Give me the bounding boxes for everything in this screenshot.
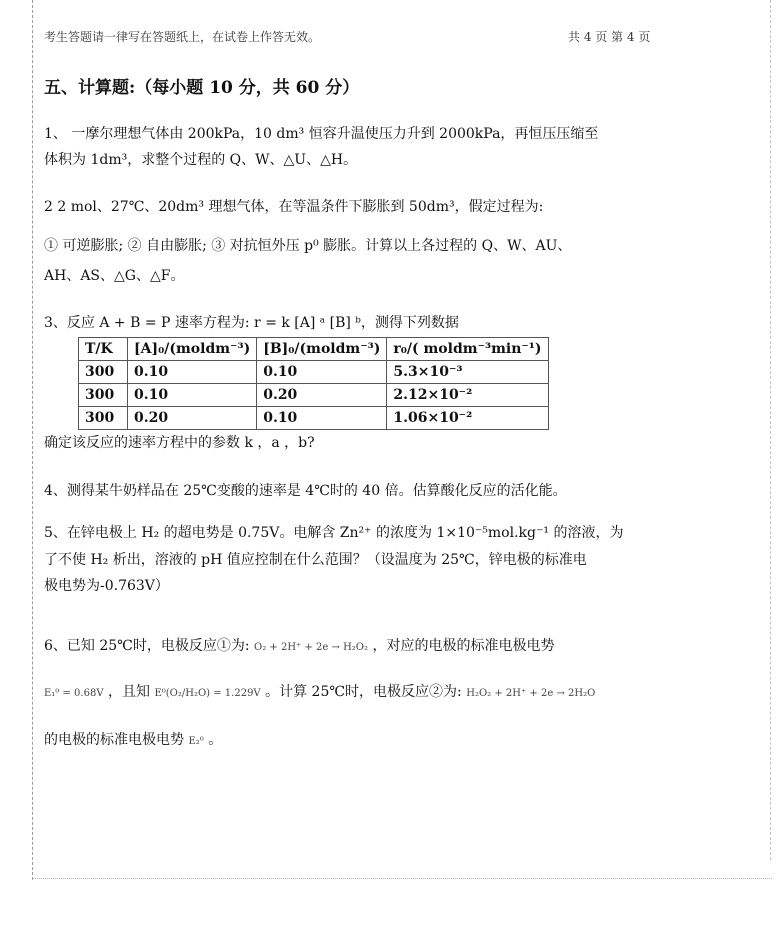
table-cell: 0.20: [128, 407, 257, 430]
q6-line2-mid: ，且知: [108, 684, 150, 700]
q3-line1: 3、反应 A + B = P 速率方程为: r = k [A] ᵃ [B] ᵇ，测得下列数据: [44, 315, 459, 331]
page-number: 共 4 页 第 4 页: [568, 30, 651, 44]
table-row: [79, 361, 549, 384]
table-cell: 300: [79, 384, 128, 407]
q6-line3-end: 。: [208, 732, 223, 748]
table-header-cell: [B]₀/(moldm⁻³): [257, 338, 387, 361]
table-header-cell: T/K: [79, 338, 128, 361]
table-header-cell: [A]₀/(moldm⁻³): [128, 338, 257, 361]
header-note: 考生答题请一律写在答题纸上，在试卷上作答无效。: [44, 30, 321, 44]
q6-line1: [44, 636, 554, 658]
q6-line2-text: 。计算 25℃时，电极反应②为:: [265, 684, 462, 700]
table-cell: 0.10: [257, 407, 387, 430]
reaction-2: H₂O₂ + 2H⁺ + 2e → 2H₂O: [466, 688, 596, 699]
section-title: 五、计算题:（每小题 10 分，共 60 分）: [44, 78, 360, 98]
q2-line2: ① 可逆膨胀; ② 自由膨胀; ③ 对抗恒外压 p⁰ 膨胀。计算以上各过程的 Q、W、AU、: [44, 238, 572, 254]
table-cell: 1.06×10⁻²: [387, 407, 548, 430]
q5-line3: 极电势为-0.763V）: [44, 578, 169, 594]
q2-line3: AH、AS、△G、△F。: [44, 268, 185, 284]
reaction-1: O₂ + 2H⁺ + 2e → H₂O₂: [254, 642, 369, 653]
table-cell: 300: [79, 361, 128, 384]
q1-line1: 1、 一摩尔理想气体由 200kPa，10 dm³ 恒容升温使压力升到 2000kPa，再恒压压缩至: [44, 126, 599, 142]
q1-line2: 体积为 1dm³，求整个过程的 Q、W、△U、△H。: [44, 152, 358, 168]
table-cell: 0.10: [128, 361, 257, 384]
table-cell: 300: [79, 407, 128, 430]
scan-border-right: [770, 0, 771, 860]
e1-value: E₁⁰ = 0.68V: [44, 688, 104, 699]
scan-bottom-edge: [32, 878, 772, 879]
table-cell: 2.12×10⁻²: [387, 384, 548, 407]
table-row: [79, 407, 549, 430]
scan-border-left: [32, 0, 33, 880]
q4-line1: 4、测得某牛奶样品在 25℃变酸的速率是 4℃时的 40 倍。估算酸化反应的活化能。: [44, 483, 567, 499]
q6-line1-end: ，对应的电极的标准电极电势: [372, 638, 555, 654]
q3-question: 确定该反应的速率方程中的参数 k ，a ，b?: [44, 435, 315, 451]
table-cell: 0.10: [257, 361, 387, 384]
table-cell: 0.20: [257, 384, 387, 407]
table-row: [79, 384, 549, 407]
q5-line1: 5、在锌电极上 H₂ 的超电势是 0.75V。电解含 Zn²⁺ 的浓度为 1×10⁻⁵mol.kg⁻¹ 的溶液，为: [44, 525, 624, 541]
q6-intro: 6、已知 25℃时，电极反应①为:: [44, 638, 250, 654]
table-header-cell: r₀/( moldm⁻³min⁻¹): [387, 338, 548, 361]
q6-line3: [44, 730, 222, 752]
table-cell: 5.3×10⁻³: [387, 361, 548, 384]
q6-line3-text: 的电极的标准电极电势: [44, 732, 184, 748]
table-header-row: [79, 338, 549, 361]
q5-line2: 了不使 H₂ 析出，溶液的 pH 值应控制在什么范围？（设温度为 25℃，锌电极的标准电: [44, 552, 587, 568]
table-cell: 0.10: [128, 384, 257, 407]
rate-data-table: [78, 337, 549, 430]
q2-line1: 2 2 mol、27℃、20dm³ 理想气体，在等温条件下膨胀到 50dm³，假定过程为:: [44, 199, 544, 215]
e-known-value: E⁰(O₂/H₂O) = 1.229V: [154, 688, 261, 699]
e2-symbol: E₂⁰: [188, 736, 204, 747]
q6-line2: [44, 682, 595, 704]
